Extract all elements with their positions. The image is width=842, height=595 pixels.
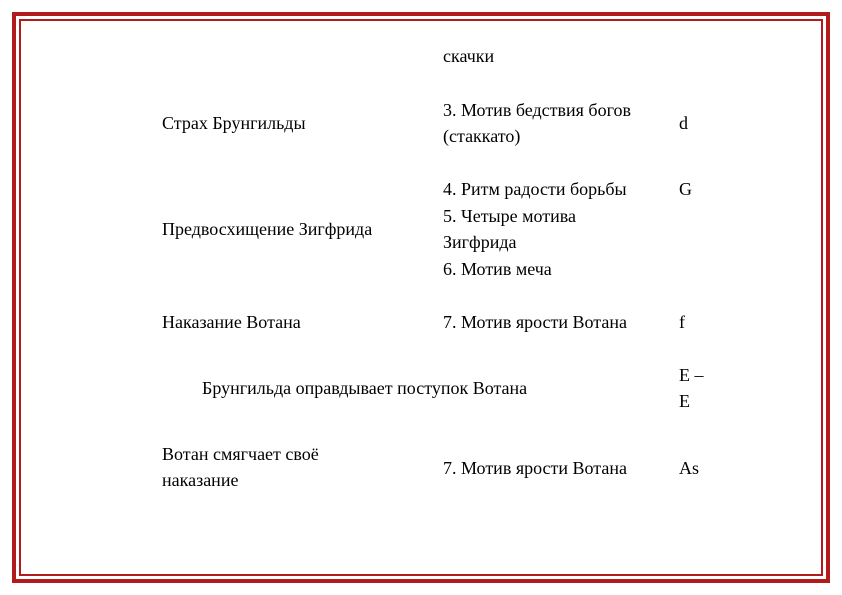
key-text: d [679, 113, 688, 133]
key-text: E [679, 391, 690, 411]
key-text: f [679, 312, 685, 332]
key-text: E – [679, 365, 704, 385]
motif-text: Зигфрида [443, 232, 517, 252]
motif-text: 7. Мотив ярости Вотана [443, 312, 627, 332]
motif-text: 3. Мотив бедствия богов [443, 100, 632, 120]
scene-text: Страх Брунгильды [162, 113, 306, 133]
scene-text: наказание [162, 470, 239, 490]
motif-text: 7. Мотив ярости Вотана [443, 458, 627, 478]
scene-text: Предвосхищение Зигфрида [162, 219, 373, 239]
motif-text: 5. Четыре мотива [443, 206, 577, 226]
scene-text: Наказание Вотана [162, 312, 301, 332]
inner-border-frame [19, 19, 823, 576]
motif-text: скачки [443, 46, 495, 66]
key-text: As [679, 458, 700, 478]
scene-text: Брунгильда оправдывает поступок Вотана [202, 378, 528, 398]
scene-text: Вотан смягчает своё [162, 444, 319, 464]
key-text: G [679, 179, 692, 199]
motif-text: (стаккато) [443, 126, 521, 146]
motif-text: 6. Мотив меча [443, 259, 552, 279]
motif-text: 4. Ритм радости борьбы [443, 179, 627, 199]
